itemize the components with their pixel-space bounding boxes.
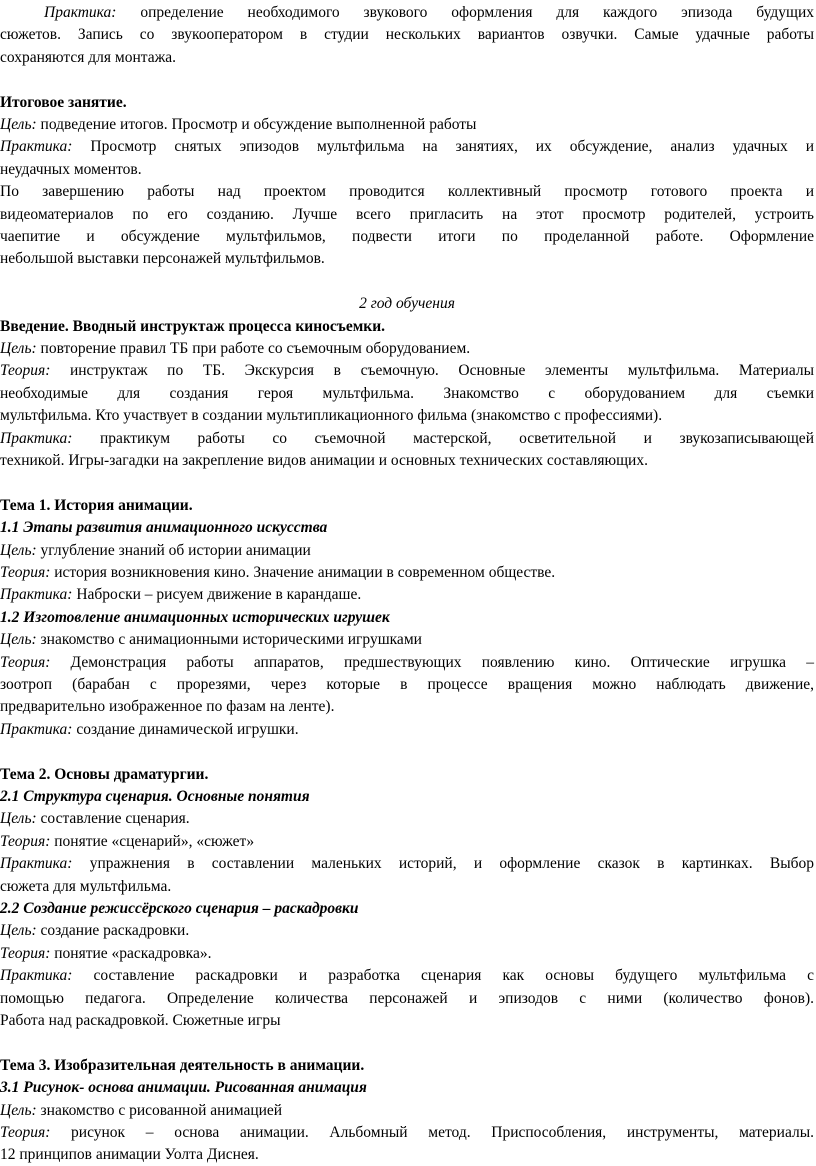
paragraph-line: Цель: подведение итогов. Просмотр и обсуждение выполненной работы	[0, 116, 477, 133]
label-goal: Цель:	[0, 631, 37, 649]
paragraph-line: Практика: практикум работы со съемочной мастерской, осветительной и звукозаписывающей	[0, 429, 814, 447]
section-heading: Введение. Вводный инструктаж процесса киносъемки.	[0, 317, 385, 335]
paragraph-line: чаепитие и обсуждение мультфильмов, подвести итоги по проделанной работе. Оформление	[0, 228, 814, 245]
paragraph-line: видеоматериалов по его созданию. Лучше всего пригласить на этот просмотр родителей, устроить	[0, 205, 814, 223]
subtopic-heading: 1.1 Этапы развития анимационного искусства	[0, 519, 328, 537]
label-practice: Практика:	[0, 138, 73, 156]
label-goal: Цель:	[0, 541, 37, 559]
paragraph-line: необходимые для создания героя мультфильма. Знакомство с оборудованием для съемки	[0, 384, 814, 402]
paragraph-line: Практика: составление раскадровки и разработка сценария как основы будущего мультфильма с	[0, 967, 814, 985]
paragraph-line: Теория: понятие «сценарий», «сюжет»	[0, 832, 255, 850]
paragraph-line: Цель: повторение правил ТБ при работе со съемочным оборудованием.	[0, 340, 471, 357]
section-heading: Итоговое занятие.	[0, 93, 127, 111]
topic-heading: Тема 1. История анимации.	[0, 496, 193, 514]
paragraph-line: Теория: рисунок – основа анимации. Альбомный метод. Приспособления, инструменты, материалы.	[0, 1124, 814, 1141]
subtopic-heading: 1.2 Изготовление анимационных исторических игрушек	[0, 608, 390, 626]
paragraph-line: Теория: понятие «раскадровка».	[0, 944, 212, 962]
paragraph-line: небольшой выставки персонажей мультфильмов.	[0, 250, 325, 268]
label-practice: Практика:	[0, 967, 73, 985]
paragraph-line: По завершению работы над проектом проводится коллективный просмотр готового проекта и	[0, 183, 814, 201]
label-practice: Практика:	[0, 855, 73, 873]
label-goal: Цель:	[0, 810, 37, 828]
label-theory: Теория:	[0, 944, 51, 962]
paragraph-line: помощью педагога. Определение количества персонажей и эпизодов с ними (количество фонов).	[0, 989, 814, 1007]
paragraph-line: Практика: Просмотр снятых эпизодов мультфильма на занятиях, их обсуждение, анализ удачных и	[0, 138, 814, 156]
paragraph-line: Цель: знакомство с рисованной анимацией	[0, 1101, 283, 1119]
topic-heading: Тема 3. Изобразительная деятельность в анимации.	[0, 1056, 365, 1074]
label-goal: Цель:	[0, 116, 37, 133]
label-theory: Теория:	[0, 362, 51, 380]
label-practice: Практика:	[44, 4, 117, 21]
label-practice: Практика:	[0, 586, 73, 604]
label-theory: Теория:	[0, 653, 51, 671]
paragraph-line: Цель: создание раскадровки.	[0, 922, 190, 940]
paragraph-line: Работа над раскадровкой. Сюжетные игры	[0, 1012, 281, 1029]
label-practice: Практика:	[0, 429, 73, 447]
paragraph-line: сохраняются для монтажа.	[0, 48, 177, 66]
paragraph-line: Практика: Наброски – рисуем движение в карандаше.	[0, 586, 362, 604]
paragraph-line: предварительно изображенное по фазам на ленте).	[0, 698, 335, 716]
paragraph-line: Теория: инструктаж по ТБ. Экскурсия в съемочную. Основные элементы мультфильма. Материалы	[0, 362, 814, 380]
paragraph-line: сюжета для мультфильма.	[0, 877, 172, 895]
paragraph-line: Цель: знакомство с анимационными историческими игрушками	[0, 631, 422, 649]
paragraph-line: техникой. Игры-загадки на закрепление видов анимации и основных технических составляющих.	[0, 452, 648, 469]
paragraph-line: Цель: составление сценария.	[0, 810, 190, 828]
paragraph-line: Практика: определение необходимого звукового оформления для каждого эпизода будущих	[44, 4, 814, 21]
paragraph-line: Практика: создание динамической игрушки.	[0, 720, 299, 738]
year-subtitle: 2 год обучения	[359, 295, 455, 313]
paragraph-line: мультфильма. Кто участвует в создании мультипликационного фильма (знакомство с профессиями).	[0, 407, 663, 425]
label-practice: Практика:	[0, 720, 73, 738]
paragraph-line: Теория: история возникновения кино. Значение анимации в современном обществе.	[0, 564, 556, 581]
label-theory: Теория:	[0, 1124, 51, 1141]
subtopic-heading: 2.1 Структура сценария. Основные понятия	[0, 788, 310, 805]
label-goal: Цель:	[0, 340, 37, 357]
paragraph-line: 12 принципов анимации Уолта Диснея.	[0, 1146, 259, 1164]
paragraph-line: неудачных моментов.	[0, 160, 142, 178]
paragraph-line: зоотроп (барабан с прорезями, через которые в процессе вращения можно наблюдать движение,	[0, 676, 814, 693]
label-theory: Теория:	[0, 564, 51, 581]
label-goal: Цель:	[0, 1101, 37, 1119]
paragraph-line: сюжетов. Запись со звукооператором в студии нескольких вариантов озвучки. Самые удачные работы	[0, 26, 814, 44]
topic-heading: Тема 2. Основы драматургии.	[0, 765, 209, 783]
paragraph-line: Цель: углубление знаний об истории анимации	[0, 541, 311, 559]
label-theory: Теория:	[0, 832, 51, 850]
paragraph-line: Теория: Демонстрация работы аппаратов, предшествующих появлению кино. Оптические игрушка –	[0, 653, 814, 671]
label-goal: Цель:	[0, 922, 37, 940]
paragraph-line: Практика: упражнения в составлении маленьких историй, и оформление сказок в картинках. Выбор	[0, 855, 814, 873]
subtopic-heading: 3.1 Рисунок- основа анимации. Рисованная анимация	[0, 1079, 367, 1097]
subtopic-heading: 2.2 Создание режиссёрского сценария – раскадровки	[0, 900, 359, 917]
